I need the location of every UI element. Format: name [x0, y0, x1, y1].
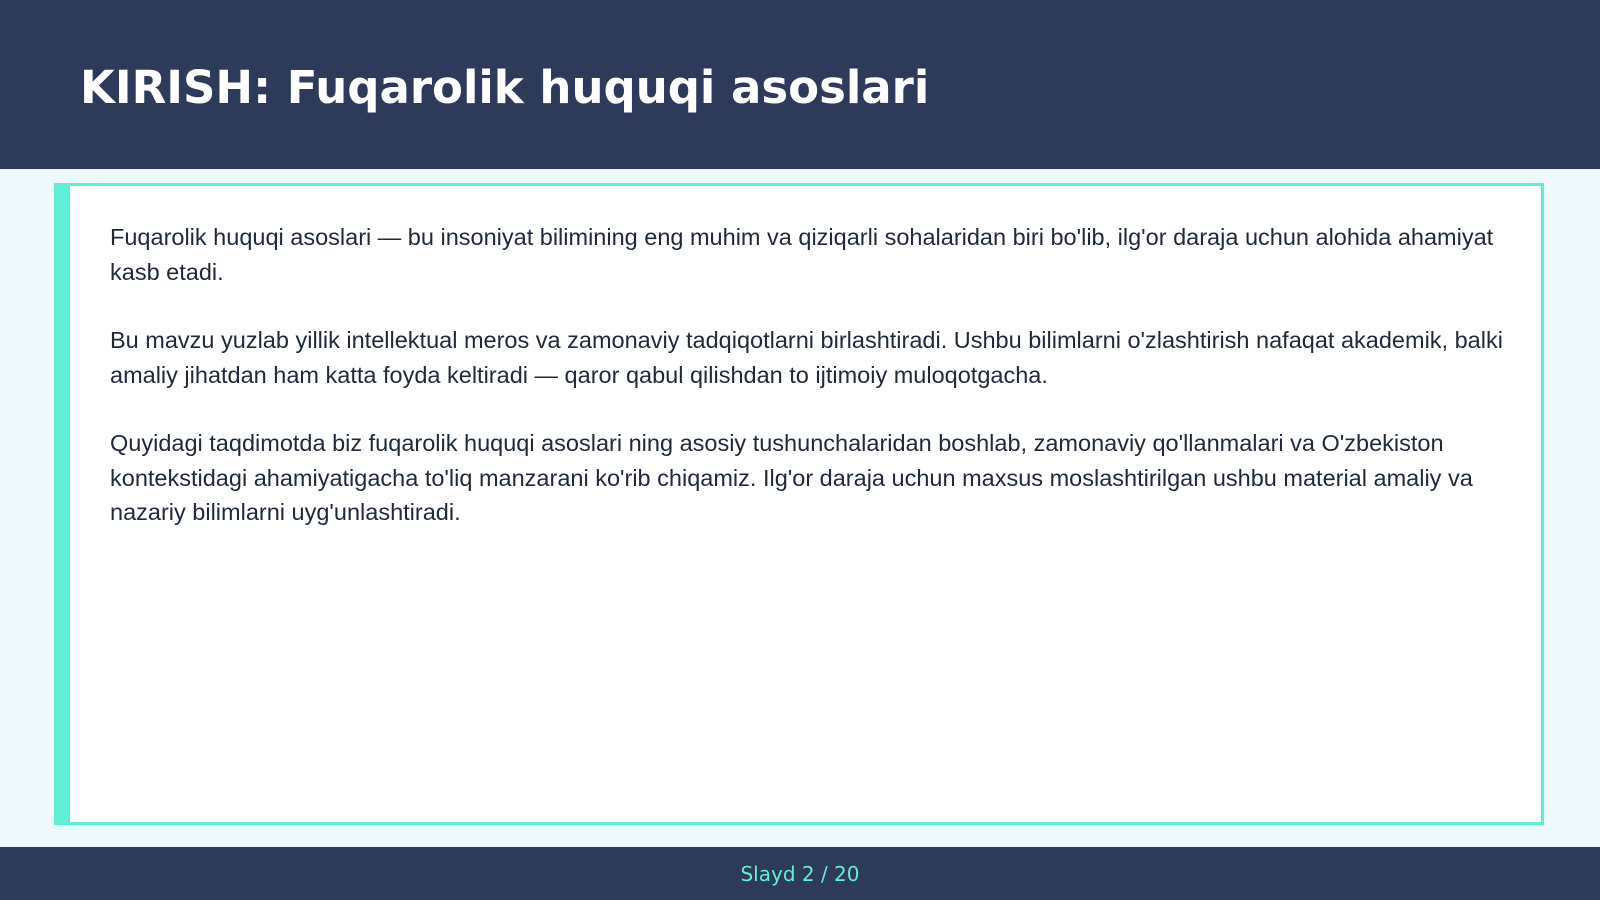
slide-footer — [0, 847, 1600, 900]
heritage-paragraph: Bu mavzu yuzlab yillik intellektual meros va zamonaviy tadqiqotlarni birlashtiradi. Ushbu bilimlarni o'zlashtirish nafaqat akademik, balki amaliy jihatdan ham katta foyda keltiradi — qaror qabul qilishdan to ijtimoiy muloqotgacha. — [110, 327, 1503, 388]
content-card — [54, 183, 1544, 825]
slide-title: KIRISH: Fuqarolik huquqi asoslari — [80, 61, 930, 114]
intro-paragraph: Fuqarolik huquqi asoslari — bu insoniyat bilimining eng muhim va qiziqarli sohalaridan biri bo'lib, ilg'or daraja uchun alohida ahamiyat kasb etadi. — [110, 224, 1494, 285]
slide-header — [0, 0, 1600, 169]
overview-paragraph: Quyidagi taqdimotda biz fuqarolik huquqi asoslari ning asosiy tushunchalaridan boshlab, zamonaviy qo'llanmalari va O'zbekiston kontekstidagi ahamiyatigacha to'liq manzarani ko'rib chiqamiz. Ilg'or daraja uchun maxsus moslashtirilgan ushbu material amaliy va nazariy bilimlarni uyg'unlashtiradi. — [110, 430, 1473, 525]
slide-counter: Slayd 2 / 20 — [740, 862, 860, 886]
content-body — [110, 220, 1504, 564]
